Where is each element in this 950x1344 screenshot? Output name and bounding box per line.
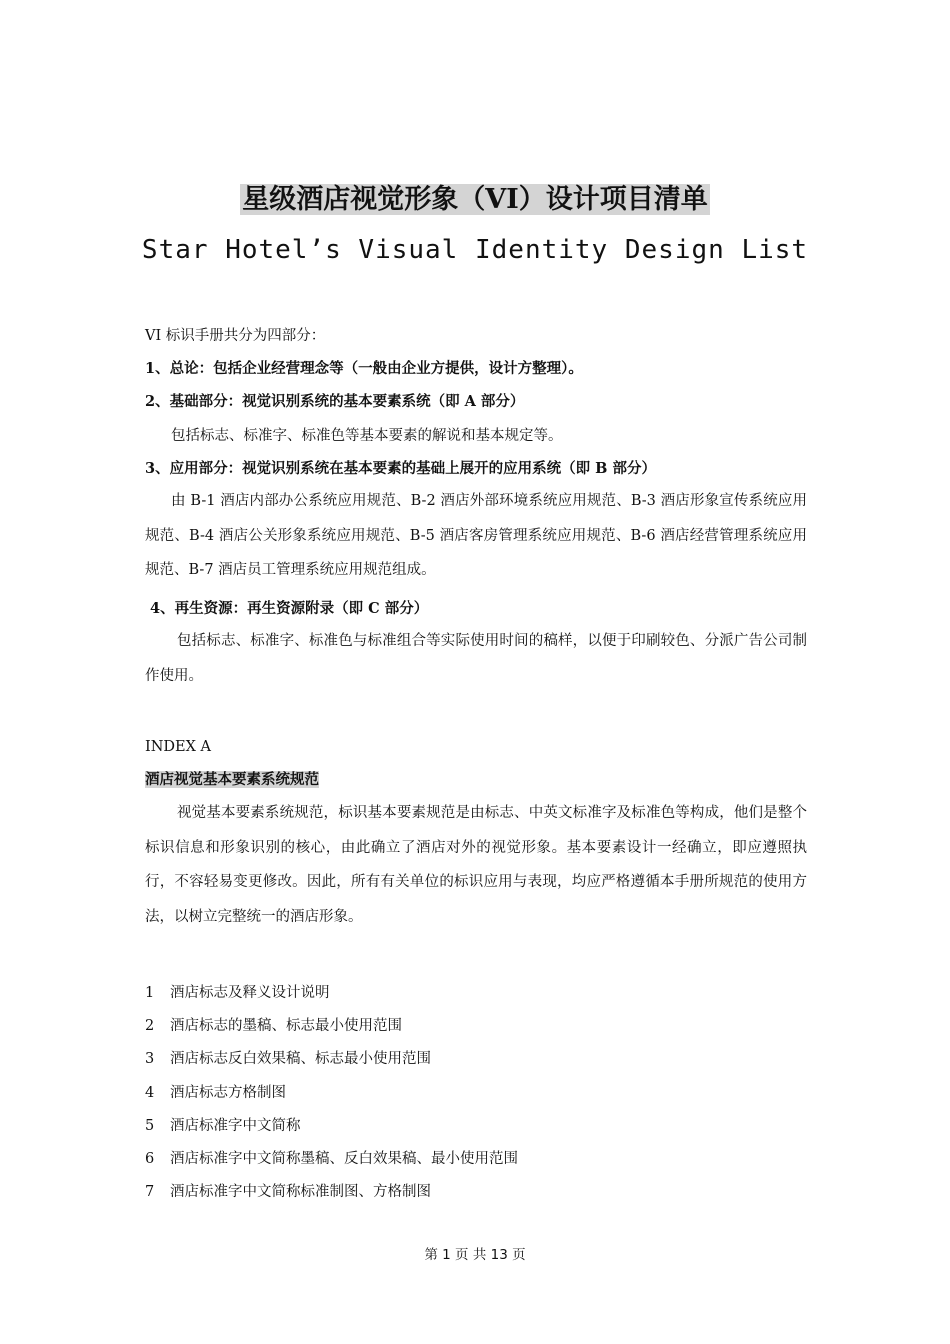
section-2-heading: 2、基础部分：视觉识别系统的基本要素系统（即 A 部分）	[145, 393, 525, 410]
section-4-description: 包括标志、标准字、标准色与标准组合等实际使用时间的稿样，以便于印刷较色、分派广告公司制作使用。	[145, 633, 807, 684]
section-3-description: 由 B-1 酒店内部办公系统应用规范、B-2 酒店外部环境系统应用规范、B-3 酒店形象宣传系统应用规范、B-4 酒店公关形象系统应用规范、B-5 酒店客房管理系统应用规范、B-6 酒店经营管理系统应用规范、B-7 酒店员工管理系统应用规范组成。	[145, 493, 807, 578]
section-1-heading: 1、总论：包括企业经营理念等（一般由企业方提供，设计方整理）。	[145, 360, 583, 377]
document-title-en: Star Hotel’s Visual Identity Design List	[141, 235, 809, 265]
title-zh-text: 星级酒店视觉形象（VI）设计项目清单	[242, 184, 708, 215]
index-item-text: 酒店标志及释义设计说明	[170, 985, 330, 1001]
document-title-zh	[0, 180, 950, 220]
index-item-number: 2	[145, 1018, 155, 1035]
index-item	[145, 982, 330, 1004]
index-heading-text: 酒店视觉基本要素系统规范	[145, 771, 319, 788]
index-item-text: 酒店标志方格制图	[170, 1084, 286, 1101]
index-item-number: 4	[145, 1084, 155, 1101]
index-heading	[145, 769, 319, 791]
index-label: INDEX A	[145, 739, 212, 755]
index-item	[145, 1148, 518, 1170]
index-item	[145, 1181, 431, 1203]
index-item-text: 酒店标准字中文简称墨稿、反白效果稿、最小使用范围	[170, 1151, 518, 1167]
index-item	[145, 1082, 286, 1104]
index-item-number: 7	[145, 1184, 155, 1201]
index-item-number: 5	[145, 1117, 155, 1134]
index-item-text: 酒店标准字中文简称	[170, 1117, 301, 1134]
index-item	[145, 1115, 301, 1137]
page-footer: 第 1 页 共 13 页	[424, 1247, 526, 1263]
intro-text: VI 标识手册共分为四部分：	[145, 328, 326, 344]
index-item	[145, 1048, 431, 1070]
index-description: 视觉基本要素系统规范，标识基本要素规范是由标志、中英文标准字及标准色等构成，他们是整个标识信息和形象识别的核心，由此确立了酒店对外的视觉形象。基本要素设计一经确立，即应遵照执行，不容轻易变更修改。因此，所有有关单位的标识应用与表现，均应严格遵循本手册所规范的使用方法，以树立完整统一的酒店形象。	[145, 805, 807, 925]
index-item-number: 1	[145, 985, 155, 1001]
index-item-text: 酒店标志的墨稿、标志最小使用范围	[170, 1018, 402, 1035]
index-item-text: 酒店标准字中文简称标准制图、方格制图	[170, 1184, 431, 1201]
index-item	[145, 1015, 402, 1037]
section-4-heading: 4、再生资源：再生资源附录（即 C 部分）	[150, 600, 429, 617]
index-item-number: 3	[145, 1051, 155, 1068]
index-item-number: 6	[145, 1151, 155, 1167]
index-item-text: 酒店标志反白效果稿、标志最小使用范围	[170, 1051, 431, 1068]
section-3-heading: 3、应用部分：视觉识别系统在基本要素的基础上展开的应用系统（即 B 部分）	[145, 460, 656, 477]
section-2-description: 包括标志、标准字、标准色等基本要素的解说和基本规定等。	[171, 428, 563, 444]
